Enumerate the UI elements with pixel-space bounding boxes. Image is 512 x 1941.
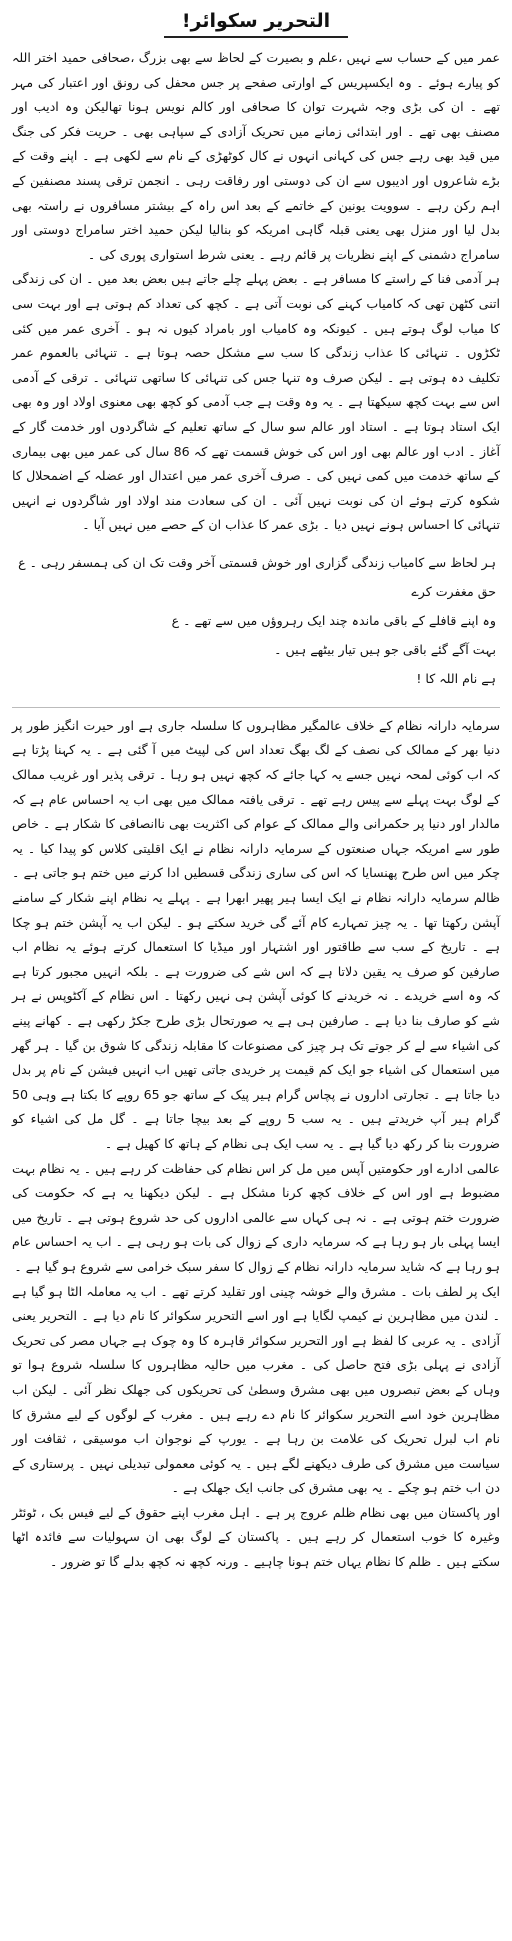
verse-line-4: بہت آگے گئے باقی جو ہیں تیار بیٹھے ہیں ۔ [274, 641, 496, 657]
verse-line-5: ہے نام اللہ کا ! [416, 670, 496, 686]
section2-paragraph3: ایک پر لطف بات ۔ مشرق والے خوشہ چینی اور تقلید کرتے تھے ۔ اب یہ معاملہ الٹا ہو گیا ہے ۔ لندن میں مظاہرین نے کیمپ لگایا ہے اور اسے التحریر سکوائر کا نام دیا ہے ۔ التحریر یعنی آزادی ۔ یہ عربی کا لفظ ہے اور التحریر سکوائر قاہرہ کا وہ چوک ہے جہاں مصر کی تحریک آزادی نے پہلی بڑی فتح حاصل کی ۔ مغرب میں حالیہ مظاہروں کا سلسلہ شروع ہوا تو وہاں کے بعض تبصروں میں بھی مشرق وسطیٰ کی تحریکوں کی جھلک نظر آئی ۔ لیکن اب مظاہرین خود اسے التحریر سکوائر کا نام دے رہے ہیں ۔ مغرب کے لوگوں کے لیے مشرق کا نام اب لبرل تحریک کی علامت بن رہا ہے ۔ یورپ کے نوجوان اب موسیقی ، ثقافت اور سیاست میں مشرق کی طرف دیکھنے لگے ہیں ۔ یہ کوئی معمولی تبدیلی نہیں ۔ پرستاری کے دن اب ختم ہو چکے ۔ یہ بھی مشرق کی جانب ایک جھلک ہے ۔ [12, 1283, 500, 1496]
section-divider [12, 707, 500, 708]
verse-block [12, 548, 500, 693]
verse-line-1: ہر لحاظ سے کامیاب زندگی گزاری اور خوش قسمتی آخر وقت تک ان کی ہمسفر رہی ۔ ع [18, 554, 496, 570]
section2-paragraph1: سرمایہ دارانہ نظام کے خلاف عالمگیر مظاہروں کا سلسلہ جاری ہے اور حیرت انگیز طور پر دنیا بھر کے ممالک کی نصف کے لگ بھگ تعداد اس کی لپیٹ میں آ گئی ہے ۔ یہ کہنا پڑتا ہے کہ اب کوئی لمحہ نہیں جسے یہ کہا جائے کہ کچھ نہیں ہو رہا ۔ ترقی پذیر اور غریب ممالک کے لوگ بہت پہلے سے پیس رہے تھے ۔ ترقی یافتہ ممالک میں بھی اب یہ احساس عام ہے کہ مالدار اور دنیا پر حکمرانی والے ممالک کے عوام کی اکثریت بھی ناانصافی کا شکار ہے ۔ خاص طور سے امریکہ جہاں صنعتوں کے سرمایہ دارانہ نظام نے ایک اقلیتی کلاس کو پیدا کیا ۔ یہ چکر میں اس طرح پھنسایا کہ اس کی ساری زندگی قسطیں ادا کرنے میں ختم ہو جاتی ہے ۔ ظالم سرمایہ دارانہ نظام نے ایک ایسا ہیر پھیر ابھرا ہے ۔ پہلے یہ نظام اپنے شکار کے سامنے آپشن رکھتا تھا ۔ یہ چیز تمہارے کام آئے گی خرید سکتے ہو ۔ لیکن اب یہ آپشن ختم ہو چکا ہے ۔ تاریخ کے سب سے طاقتور اور اشتہار اور میڈیا کا استعمال کرتے ہوئے یہ نظام اب صارفین کو صرف یہ یقین دلاتا ہے کہ اس شے کی ضرورت ہے ۔ بلکہ انہیں مجبور کرتا ہے کہ وہ اسے خریدے ۔ نہ خریدنے کا کوئی آپشن ہی نہیں رکھتا ۔ اس نظام کے آکٹوپس نے ہر شے کو صارف بنا دیا ہے ۔ صارفین ہی ہے یہ صورتحال بڑی طرح جکڑ رکھی ہے ۔ کھانے پینے کی اشیاء سے لے کر جوتے تک ہر چیز کی مصنوعات کا مقابلہ زندگی کا شوق بن گیا ۔ ہر گھر میں استعمال کی اشیاء جو ایک کم قیمت پر خریدی جاتی تھیں اب انہیں فیشن کے نام پر بدل دیا جاتا ہے ۔ تجارتی اداروں نے پچاس گرام ہیر پیک کے ساتھ جو 65 روپے کا بکتا ہے وہی 50 گرام ہیر آپ خریدتے ہیں ۔ یہ سب 5 روپے کے بعد بیچا جاتا ہے ۔ گل مل کی اشیاء کو ضرورت بنا کر رکھ دیا گیا ہے ۔ یہ سب ایک ہی نظام کے ہاتھ کا کھیل ہے ۔ [12, 717, 500, 1151]
section1-paragraph2: ہر آدمی فنا کے راستے کا مسافر ہے ۔ بعض پہلے چلے جاتے ہیں بعض بعد میں ۔ ان کی زندگی اتنی کٹھن تھی کہ کامیاب کہنے کی نوبت آتی ہے ۔ کچھ کی تعداد کم ہوتی ہے اور بہت سی کا میاب لوگ ہوتے ہیں ۔ کیونکہ وہ کامیاب اور بامراد کیوں نہ ہو ۔ آخری عمر میں کئی ٹکڑوں ۔ تنہائی کا عذاب زندگی کا سب سے مشکل حصہ ہوتا ہے ۔ تنہائی بالعموم عمر تکلیف دہ ہوتی ہے ۔ لیکن صرف وہ تنہا جس کی تنہائی کا ساتھی تنہائی ۔ ترقی کے آدمی اس سے بہت کچھ سیکھتا ہے ۔ یہ وہ وقت ہے جب آدمی کو کچھ بھی معنوی اولاد اور وہ بھی ایک استاد ہوتا ہے ۔ استاد اور عالم سو سال کے ساتھ تعلیم کے شاگردوں اور خدمت گار کے آغاز ۔ ادب اور عالم بھی اور اس کی خوش قسمت تھے کہ 86 سال کی عمر میں بھی بیماری کے ساتھ خدمت میں کمی نہیں کی ۔ صرف آخری عمر میں اعتدال اور عضلہ کے اضمحلال کا شکوہ کرتے ہوئے ان کی نوبت نہیں آئی ۔ ان کی سعادت مند اولاد اور شاگردوں نے انہیں تنہائی کا احساس ہونے نہیں دیا ۔ بڑی عمر کا عذاب ان کے حصے میں نہیں آیا ۔ [12, 271, 500, 533]
section2-paragraph2: عالمی ادارے اور حکومتیں آپس میں مل کر اس نظام کی حفاظت کر رہے ہیں ۔ یہ نظام بہت مضبوط ہے اور اس کے خلاف کچھ کرنا مشکل ہے ۔ لیکن دیکھنا یہ ہے کہ حکومت کی ضرورت ختم ہوتی ہے ۔ نہ ہی کہاں سے عالمی اداروں کی حد شروع ہوتی ہے ۔ تاریخ میں ایسا پہلی بار ہو رہا ہے کہ سرمایہ داری کے زوال کی بات ہو رہی ہے ۔ اب یہ احساس عام ہو رہا ہے کہ شاید سرمایہ دارانہ نظام کے زوال کا سفر سبک خرامی سے شروع ہو گیا ہے ۔ [12, 1160, 500, 1274]
title-block [12, 6, 500, 38]
spacer [12, 538, 500, 548]
verse-line-3: وہ اپنے قافلے کے باقی ماندہ چند ایک رہروؤں میں سے تھے ۔ ع [171, 612, 496, 628]
verse-line-2: حق مغفرت کرے [411, 583, 496, 599]
section1-paragraph1: عمر میں کے حساب سے نہیں ،علم و بصیرت کے لحاظ سے بھی بزرگ ،صحافی حمید اختر اللہ کو پیارے ہوئے ۔ وہ ایکسپریس کے اوارتی صفحے پر جس محفل کی رونق اور اعتبار کی مہر تھے ۔ ان کی بڑی وجہ شہرت توان کا صحافی اور کالم نویس ہونا تھالیکن وہ ادیب اور مصنف بھی تھے ۔ اور ابتدائی زمانے میں تحریک آزادی کے سپاہی بھی ۔ حریت فکر کی جنگ میں قید بھی رہے جس کی کہانی انہوں نے کال کوٹھڑی کے نام سے لکھی ہے ۔ اپنے وقت کے بڑے شاعروں اور ادیبوں سے ان کی دوستی اور رفاقت رہی ۔ انجمن ترقی پسند مصنفین کے اہم رکن رہے ۔ سوویت یونین کے خاتمے کے بعد اس راہ کے بیشتر مسافروں نے راستہ بھی بدل لیا اور منزل بھی یعنی قبلہ گاہی امریکہ کو بنالیا لیکن حمید اختر سامراج دوستی اور سامراج دشمنی کے اپنے نظریات پر قائم رہے ۔ یعنی شرط استواری پوری کی ۔ [12, 50, 500, 262]
column-title: التحریر سکوائر! [164, 10, 348, 38]
section2-paragraph4: اور پاکستان میں بھی نظام ظلم عروج پر ہے ۔ اہل مغرب اپنے حقوق کے لیے فیس بک ، ٹوئٹر وغیرہ کا خوب استعمال کر رہے ہیں ۔ پاکستان کے لوگ بھی ان سہولیات سے فائدہ اٹھا سکتے ہیں ۔ ظلم کا نظام یہاں ختم ہونا چاہیے ۔ ورنہ کچھ نہ کچھ بدلے گا تو ضرور ۔ [12, 1504, 500, 1570]
